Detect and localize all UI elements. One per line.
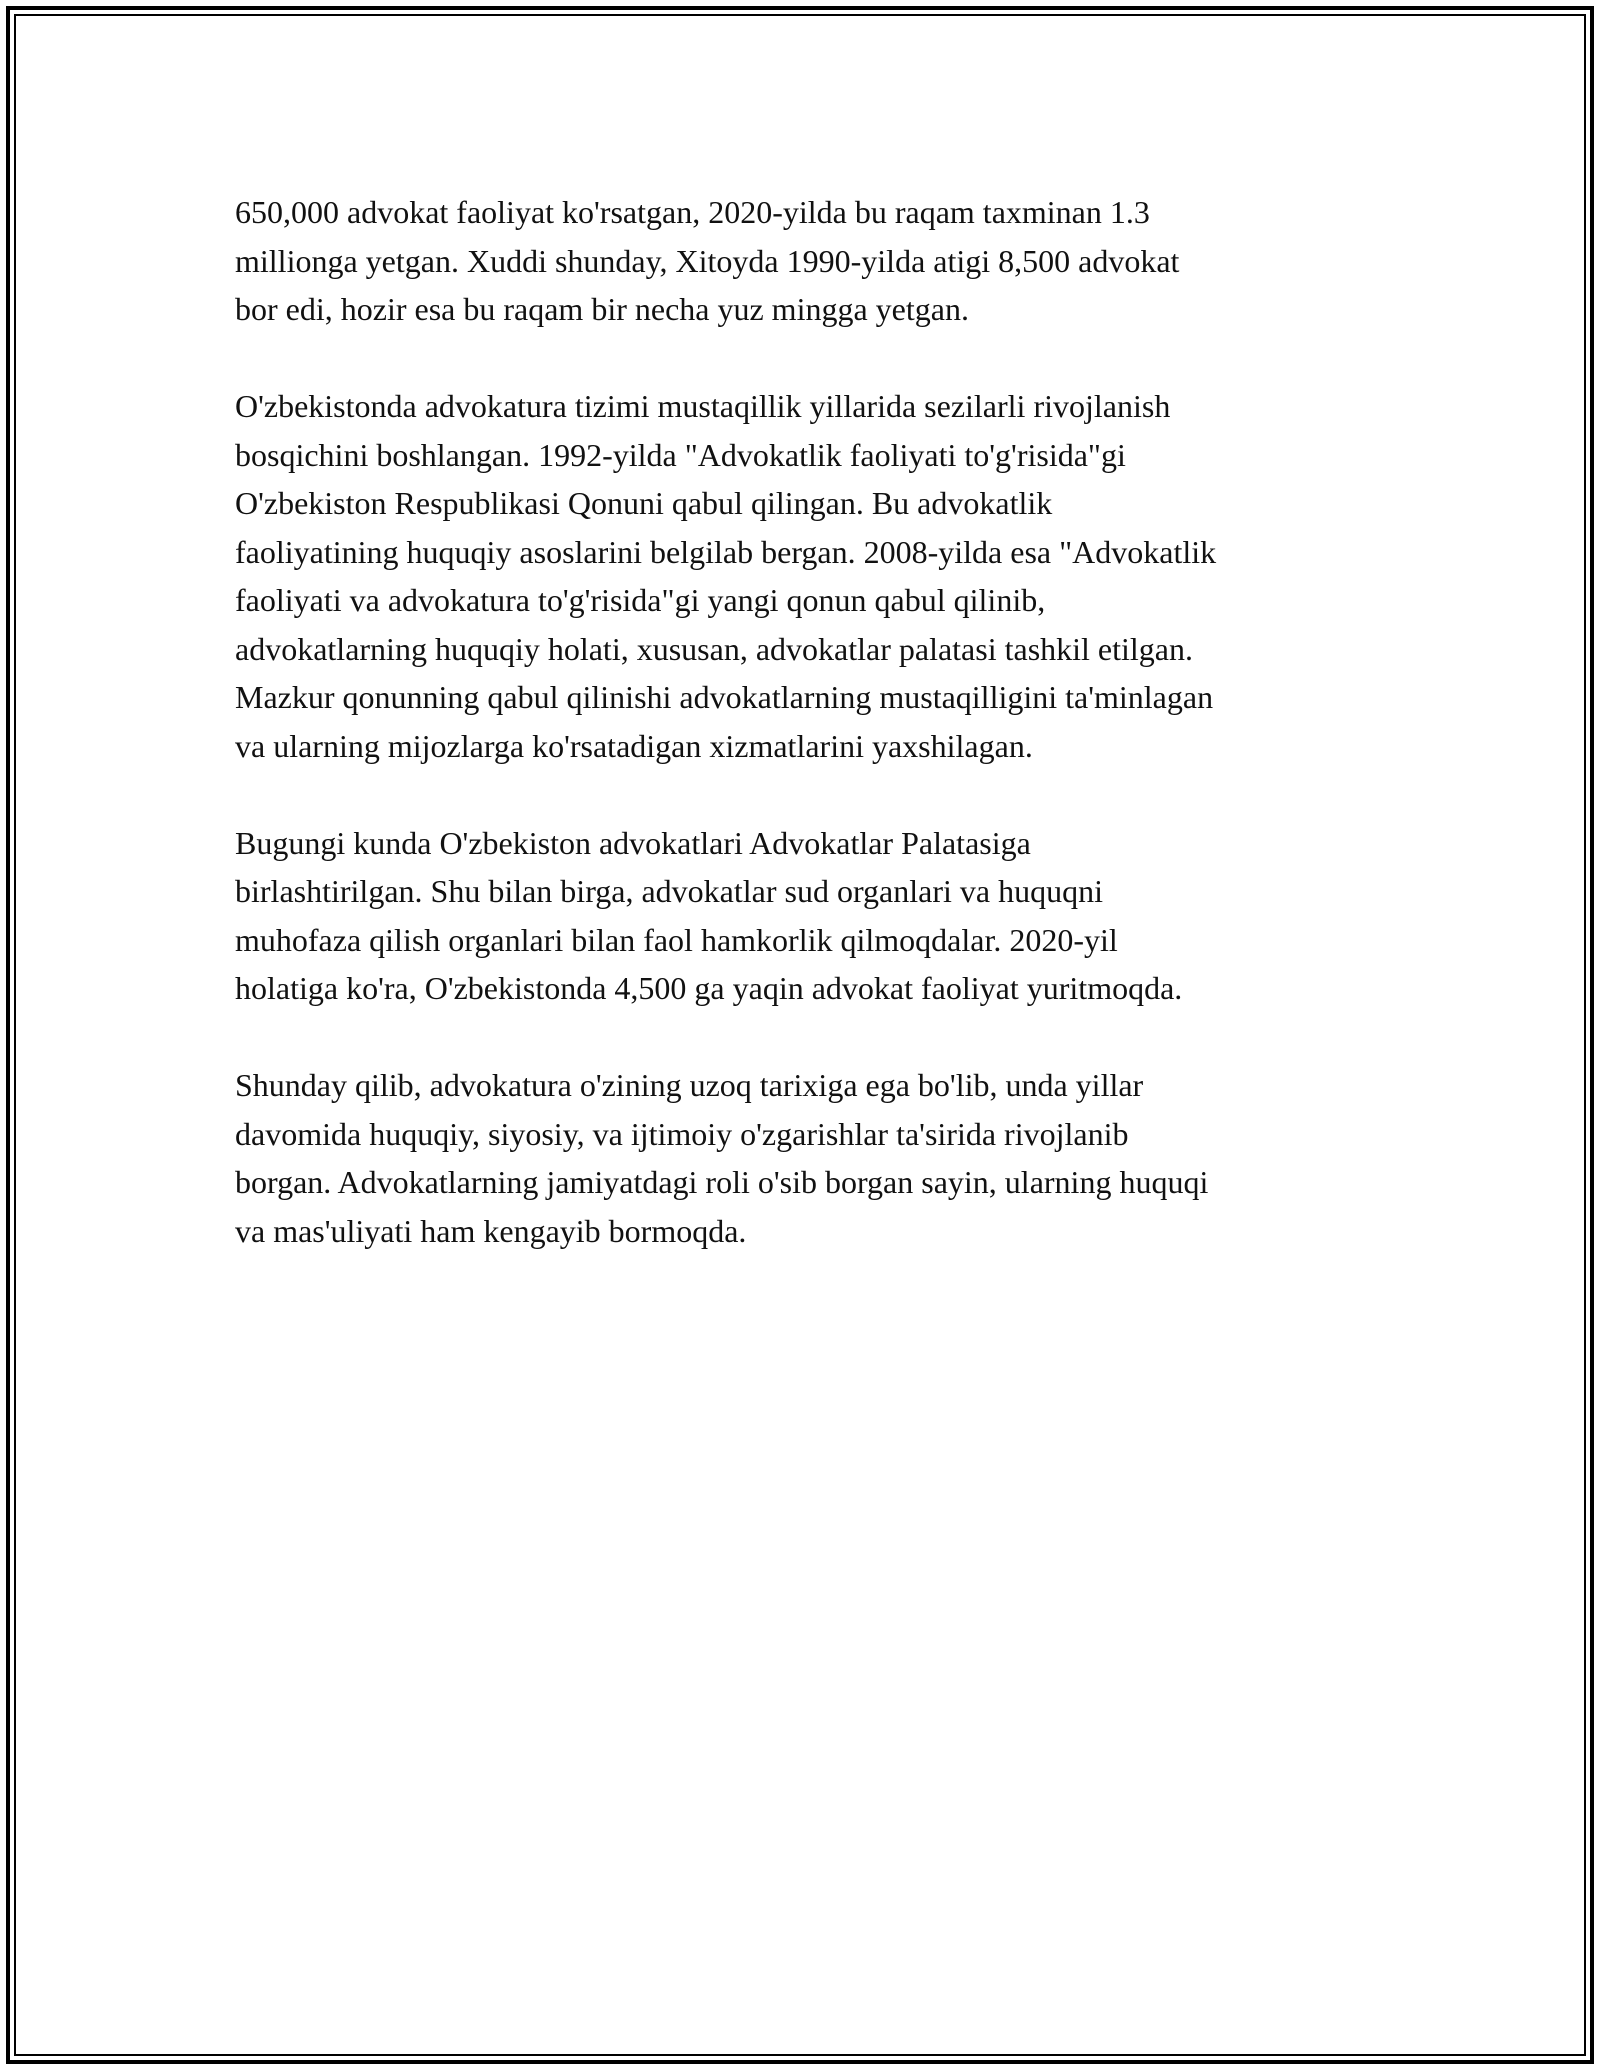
document-body xyxy=(235,188,1375,1304)
paragraph-lawyer-statistics: 650,000 advokat faoliyat ko'rsatgan, 2020-yilda bu raqam taxminan 1.3 millionga yetgan. Xuddi shunday, Xitoyda 1990-yilda atigi 8,500 advokat bor edi, hozir esa bu raqam bir necha yuz mingga yetgan. xyxy=(235,194,1180,327)
paragraph-conclusion: Shunday qilib, advokatura o'zining uzoq tarixiga ega bo'lib, unda yillar davomida huquqiy, siyosiy, va ijtimoiy o'zgarishlar ta'sirida rivojlanib borgan. Advokatlarning jamiyatdagi roli o'sib borgan sayin, ularning huquqi va mas'uliyati ham kengayib bormoqda. xyxy=(235,1067,1209,1249)
paragraph-chamber-of-advocates: Bugungi kunda O'zbekiston advokatlari Advokatlar Palatasiga birlashtirilgan. Shu bilan birga, advokatlar sud organlari va huquqni muhofaza qilish organlari bilan faol hamkorlik qilmoqdalar. 2020-yil holatiga ko'ra, O'zbekistonda 4,500 ga yaqin advokat faoliyat yuritmoqda. xyxy=(235,824,1183,1006)
paragraph-uzbekistan-advocacy-law: O'zbekistonda advokatura tizimi mustaqillik yillarida sezilarli rivojlanish bosqichini boshlangan. 1992-yilda "Advokatlik faoliyati to'g'risida"gi O'zbekiston Respublikasi Qonuni qabul qilingan. Bu advokatlik faoliyatining huquqiy asoslarini belgilab bergan. 2008-yilda esa "Advokatlik faoliyati va advokatura to'g'risida"gi yangi qonun qabul qilinib, advokatlarning huquqiy holati, xususan, advokatlar palatasi tashkil etilgan. Mazkur qonunning qabul qilinishi advokatlarning mustaqilligini ta'minlagan va ularning mijozlarga ko'rsatadigan xizmatlarini yaxshilagan. xyxy=(235,388,1217,764)
